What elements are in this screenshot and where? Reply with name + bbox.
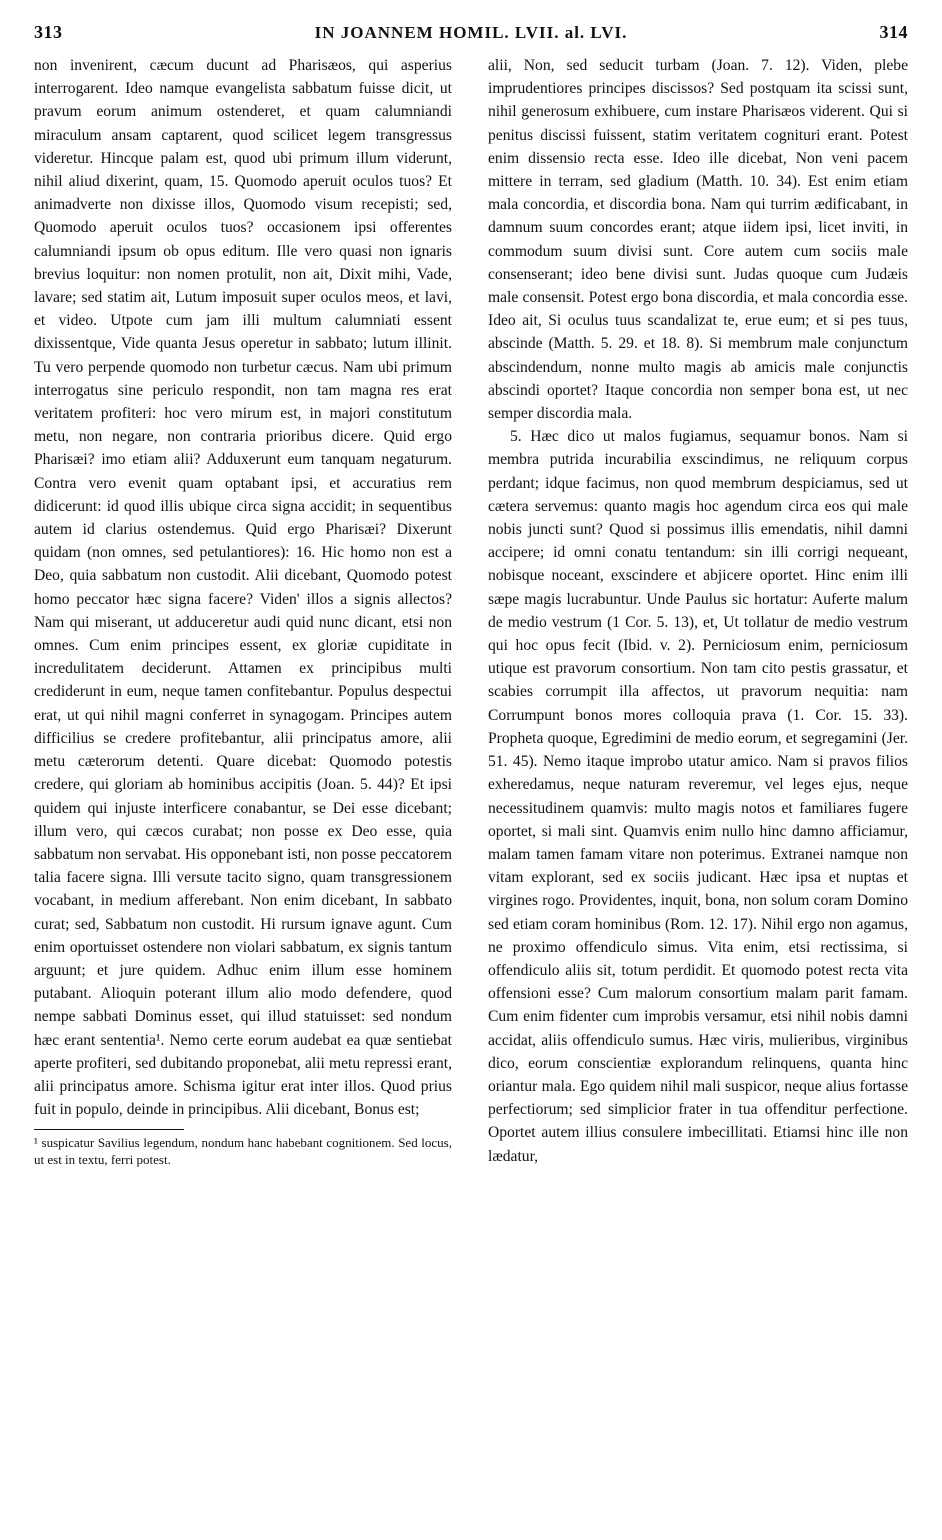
page-number-right: 314 xyxy=(879,22,908,42)
left-column xyxy=(34,54,452,1168)
right-paragraph-1: alii, Non, sed seducit turbam (Joan. 7. 12). Viden, plebe imprudentiores principes discissos? Sed postquam ita scissi sunt, nihil generosum exhibuere, cum instare Pharisæos viderent. Qui si penitus discissi fuissent, statim veritatem cognituri erant. Potest enim dissensio recta esse. Ideo ille dicebat, Non veni pacem mittere in terram, sed gladium (Matth. 10. 34). Est enim etiam mala concordia, et discordia bona. Nam qui turrim ædificabant, in damnum suum concordes erant; atque iidem ipsi, licet inviti, in commodum suum divisi sunt. Core autem cum sociis male consenserant; ideo bene divisi sunt. Judas quoque cum Judæis male consensit. Potest ergo bona discordia, et mala concordia esse. Ideo ait, Si oculus tuus scandalizat te, erue eum; et si pes tuus, abscinde (Matth. 5. 29. et 18. 8). Si membrum male conjunctum abscindendum, nonne multo magis ab amicis male conjunctis abscindi oportet? Itaque concordia non semper bona est, ut nec semper discordia mala. xyxy=(488,57,908,423)
footnote: ¹ suspicatur Savilius legendum, nondum hanc habebant cognitionem. Sed locus, ut est in textu, ferri potest. xyxy=(34,1135,452,1168)
text-columns xyxy=(34,54,908,1168)
footnote-divider xyxy=(34,1129,184,1130)
right-paragraph-2: 5. Hæc dico ut malos fugiamus, sequamur bonos. Nam si membra putrida incurabilia exscindimus, ne reliquum corpus perdant; idque facimus, non quod membrum despiciamus, sed ut cætera servemus: quanto magis hoc agendum circa eos qui male nobis juncti sunt? Quod si possimus illis emendatis, nihil damni accipere; id omni conatu tentandum: sin illi corrigi nequeant, nobisque noceant, exscindere et abjicere oportet. Hinc enim illi sæpe magis lucrabuntur. Unde Paulus sic hortatur: Auferte malum de medio vestrum (1 Cor. 5. 13), et, Ut tollatur de medio vestrum qui hoc opus fecit (Ibid. v. 2). Perniciosum enim, perniciosum utique est pravorum consortium. Non tam cito pestis grassatur, et scabies corrumpit illa affectos, ut pravorum nequitia: nam Corrumpunt bonos mores colloquia prava (1. Cor. 15. 33). Propheta quoque, Egredimini de medio eorum, et segregamini (Jer. 51. 45). Nemo itaque improbo utatur amico. Nam si pravos filios exheredamus, neque naturam reveremur, vel leges ejus, neque necessitudinem quamvis: multo magis notos et familiares fugere oportet, si mali sint. Quamvis enim nullo hinc damno afficiamur, malam tamen famam vitare non poterimus. Extranei namque non vitam explorant, sed ex sociis judicant. Hæc ipsa et nuptas et virgines rogo. Providentes, inquit, bona, non solum coram Domino sed etiam coram hominibus (Rom. 12. 17). Nihil ergo non agamus, ne proximo offendiculo simus. Vita enim, etsi rectissima, si offendiculo aliis sit, totum perdidit. Et quomodo potest recta vita offensioni esse? Cum malorum consortium malam parit famam. Cum enim fidenter cum improbis versamur, etsi nihil nobis damni accidat, aliis offendiculo sumus. Hæc viris, mulieribus, virginibus dico, eorum conscientiæ explorandum relinquens, quanta hinc oriantur mala. Ego quidem nihil mali suspicor, neque alius fortasse perfectiorum; sed simplicior frater in tua offenditur perfectione. Oportet autem illius consulere imbecillitati. Etiamsi hinc ille non lædatur, xyxy=(488,428,908,1165)
page-number-left: 313 xyxy=(34,22,63,42)
right-column xyxy=(488,54,908,1168)
running-header xyxy=(34,22,908,52)
running-title: IN JOANNEM HOMIL. LVII. al. LVI. xyxy=(314,23,628,42)
left-column-text: non invenirent, cæcum ducunt ad Pharisæos, qui asperius interrogarent. Ideo namque evangelista sabbatum fuisse dicit, ut pravum eorum animum ostenderet, et quam calumniandi miraculum ansam captarent, quod scilicet legem transgressus videretur. Hincque palam est, quod ubi primum illum viderunt, nihil aliud dixerint, quam, 15. Quomodo aperuit oculos tuos? Et animadverte non dixisse illos, Quomodo visum recepisti; sed, Quomodo aperuit oculos tuos? occasionem ipsi offerentes calumniandi ipsum ob opus editum. Ille vero quasi non ignaris brevius loquitur: non nomen protulit, non ait, Dixit mihi, Vade, lavare; sed statim ait, Lutum imposuit super oculos meos, et lavi, et video. Utpote cum jam illi multum calumniati essent dixissentque, Vide quanta Jesus operetur in sabbato; lutum illinit. Tu vero perpende quomodo non turbetur cæcus. Nam ubi primum interrogatus sine periculo respondit, non tam magna res erat veritatem profiteri: hoc vero mirum est, in majori constitutum metu, non negare, non contraria prioribus dicere. Quid ergo Pharisæi? imo etiam alii? Adduxerunt eum tanquam negaturum. Contra vero evenit quam optabant ipsi, et accuratius rem didicerunt: id quod illis ubique circa signa accidit; in sequentibus autem id clarius ostendemus. Quid ergo Pharisæi? Dixerunt quidam (non omnes, sed petulantiores): 16. Hic homo non est a Deo, quia sabbatum non custodit. Alii dicebant, Quomodo potest homo peccator hæc signa facere? Viden' illos a signis allectos? Nam qui miserant, ut adduceretur audi quid nunc dicant, etsi non omnes. Cum enim principes essent, ex gloriæ cupiditate in incredulitatem deciderunt. Attamen ex principibus multi crediderunt in eum, neque tamen confitebantur. Populus despectui erat, ut qui nihil magni conferret in synagogam. Principes autem difficilius se credere profitebantur, alii principatus amore, alii metu cæterorum detenti. Quare dicebat: Quomodo potestis credere, qui gloriam ab hominibus accipitis (Joan. 5. 44)? Et ipsi quidem qui injuste interficere conabantur, se Dei esse dicebant; illum vero, qui cæcos curabat; non posse ex Deo esse, quia sabbatum non servabat. His opponebant isti, non posse peccatorem talia facere signa. Illi versute tacito signo, quam transgressionem vocabant, in medium afferebant. Non enim dicebant, In sabbato curat; sed, Sabbatum non custodit. Hi rursum ignave agunt. Cum enim oportuisset ostendere non violari sabbatum, ex signis tantum arguunt; et jure quidem. Adhuc enim illum esse hominem putabant. Alioquin poterant illum alio modo defendere, quod nempe sabbati Dominus esset, qui illud statuisset: sed nondum hæc erant sententia¹. Nemo certe eorum audebat ea quæ sentiebat aperte profiteri, sed dubitando proponebat, alii metu repressi erant, alii principatus amore. Schisma igitur erat inter illos. Quod prius fuit in populo, deinde in principibus. Alii dicebant, Bonus est; xyxy=(34,57,452,1119)
